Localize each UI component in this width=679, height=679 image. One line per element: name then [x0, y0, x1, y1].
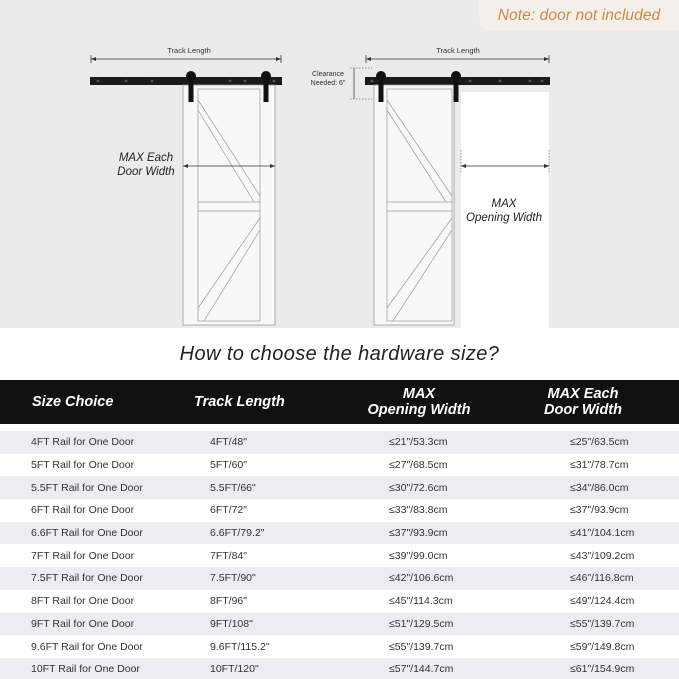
cell-size-choice: 7FT Rail for One Door — [31, 549, 135, 562]
clearance-label-line2: Needed: 6" — [310, 80, 346, 87]
cell-size-choice: 6.6FT Rail for One Door — [31, 527, 143, 540]
header-track-length: Track Length — [194, 394, 285, 410]
cell-max-opening: ≤51"/129.5cm — [389, 617, 454, 630]
left-track-length-label: Track Length — [167, 46, 211, 55]
left-door — [183, 85, 275, 325]
header-size-choice: Size Choice — [32, 394, 114, 410]
cell-size-choice: 10FT Rail for One Door — [31, 663, 140, 676]
right-door — [374, 85, 454, 325]
cell-track-length: 7FT/84" — [210, 549, 247, 562]
cell-max-door: ≤37"/93.9cm — [570, 504, 629, 517]
cell-track-length: 9FT/108" — [210, 617, 253, 630]
barn-door-diagram — [0, 0, 679, 328]
cell-track-length: 4FT/48" — [210, 436, 247, 449]
table-row — [0, 658, 679, 679]
cell-max-door: ≤25"/63.5cm — [570, 436, 629, 449]
cell-max-door: ≤59"/149.8cm — [570, 640, 635, 653]
cell-max-door: ≤34"/86.0cm — [570, 481, 629, 494]
cell-size-choice: 5.5FT Rail for One Door — [31, 481, 143, 494]
header-max-opening-line1: MAX — [402, 386, 436, 402]
right-track-length-label: Track Length — [436, 46, 480, 55]
table-row — [0, 499, 679, 522]
left-door-width-label-line1: MAX Each — [118, 152, 174, 164]
cell-size-choice: 4FT Rail for One Door — [31, 436, 135, 449]
cell-track-length: 10FT/120" — [210, 663, 259, 676]
cell-max-opening: ≤21"/53.3cm — [389, 436, 448, 449]
header-max-door-line1: MAX Each — [547, 386, 619, 402]
header-max-opening-line2: Opening Width — [367, 402, 471, 418]
section-title: How to choose the hardware size? — [179, 342, 500, 365]
cell-max-opening: ≤55"/139.7cm — [389, 640, 454, 653]
header-max-door-line2: Door Width — [544, 402, 622, 418]
cell-track-length: 6FT/72" — [210, 504, 247, 517]
left-track-length-dimension — [91, 55, 281, 63]
opening-width-label-line2: Opening Width — [466, 212, 542, 224]
cell-max-opening: ≤37"/93.9cm — [389, 527, 448, 540]
table-row — [0, 635, 679, 658]
cell-max-opening: ≤33"/83.8cm — [389, 504, 448, 517]
cell-track-length: 6.6FT/79.2" — [210, 527, 265, 540]
cell-max-opening: ≤57"/144.7cm — [389, 663, 454, 676]
left-door-width-label-line2: Door Width — [117, 166, 175, 178]
table-row — [0, 567, 679, 590]
right-opening — [461, 92, 549, 328]
table-row — [0, 454, 679, 477]
cell-size-choice: 5FT Rail for One Door — [31, 459, 135, 472]
cell-track-length: 5.5FT/66" — [210, 481, 256, 494]
table-row — [0, 613, 679, 636]
cell-max-opening: ≤27"/68.5cm — [389, 459, 448, 472]
right-track-length-dimension — [366, 55, 549, 63]
cell-max-door: ≤55"/139.7cm — [570, 617, 635, 630]
table-row — [0, 476, 679, 499]
cell-max-opening: ≤30"/72.6cm — [389, 481, 448, 494]
size-table-body — [0, 431, 679, 679]
cell-track-length: 5FT/60" — [210, 459, 247, 472]
cell-track-length: 8FT/96" — [210, 595, 247, 608]
cell-track-length: 9.6FT/115.2" — [210, 640, 270, 653]
cell-max-door: ≤41"/104.1cm — [570, 527, 635, 540]
header-max-door-width — [503, 380, 663, 424]
note-badge — [479, 0, 679, 31]
cell-max-door: ≤43"/109.2cm — [570, 549, 635, 562]
cell-size-choice: 7.5FT Rail for One Door — [31, 572, 143, 585]
table-row — [0, 544, 679, 567]
cell-track-length: 7.5FT/90" — [210, 572, 256, 585]
cell-max-door: ≤61"/154.9cm — [570, 663, 635, 676]
table-header — [0, 380, 679, 424]
section-title-band — [0, 328, 679, 380]
cell-max-door: ≤46"/116.8cm — [570, 572, 634, 585]
opening-width-label-line1: MAX — [491, 198, 517, 210]
clearance-label-line1: Clearance — [312, 71, 344, 78]
table-row — [0, 431, 679, 454]
note-text: Note: door not included — [497, 6, 661, 24]
header-max-opening-width — [339, 380, 499, 424]
cell-size-choice: 9FT Rail for One Door — [31, 617, 135, 630]
table-row — [0, 522, 679, 545]
left-rail — [90, 77, 282, 85]
cell-size-choice: 9.6FT Rail for One Door — [31, 640, 143, 653]
cell-max-opening: ≤42"/106.6cm — [389, 572, 454, 585]
cell-max-opening: ≤45"/114.3cm — [389, 595, 453, 608]
cell-max-door: ≤49"/124.4cm — [570, 595, 635, 608]
cell-max-door: ≤31"/78.7cm — [570, 459, 629, 472]
cell-max-opening: ≤39"/99.0cm — [389, 549, 448, 562]
cell-size-choice: 6FT Rail for One Door — [31, 504, 135, 517]
table-row — [0, 590, 679, 613]
cell-size-choice: 8FT Rail for One Door — [31, 595, 135, 608]
